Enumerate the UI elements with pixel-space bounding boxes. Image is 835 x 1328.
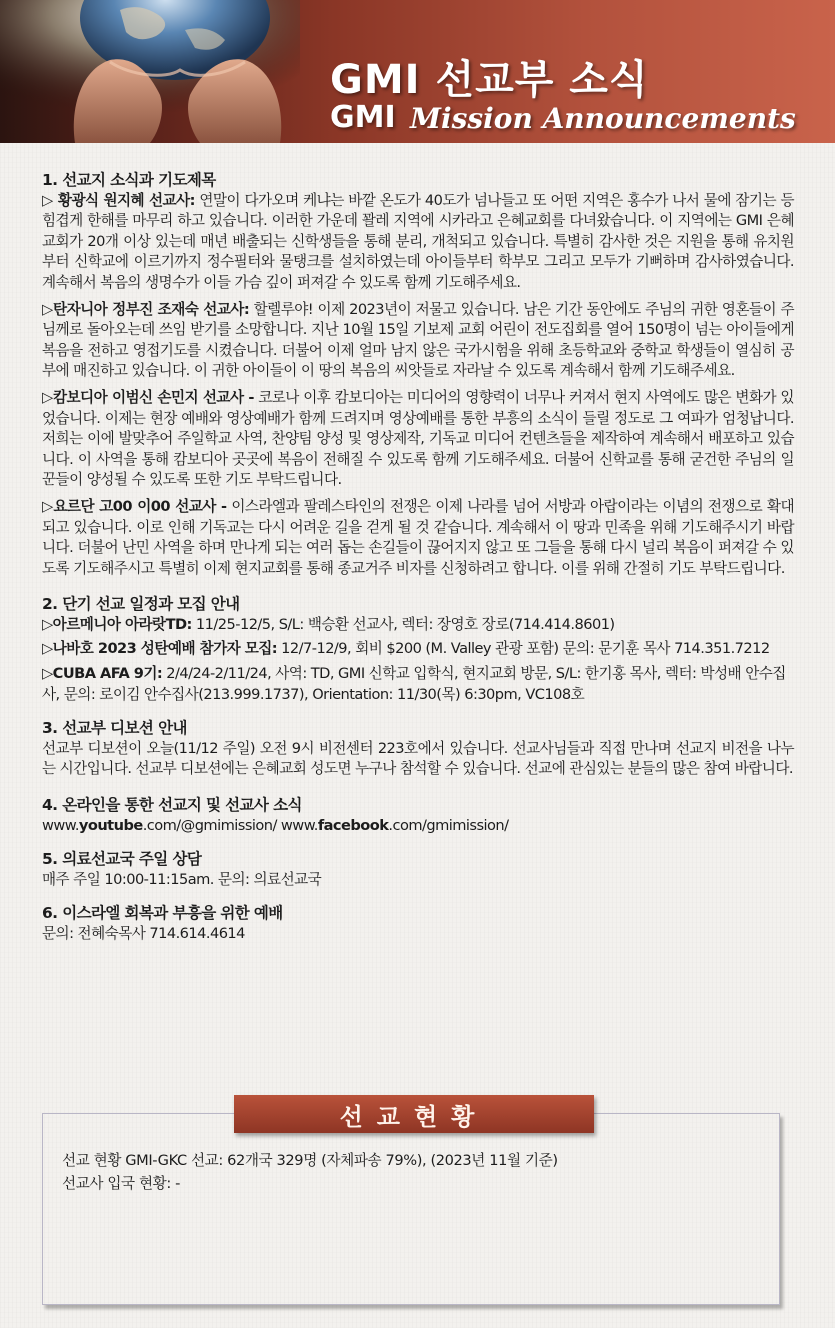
missionary-label: ▷ 황광식 원지혜 선교사: [42, 191, 195, 209]
mission-status-banner: 선교현황 [234, 1095, 594, 1133]
prayer-item-kenya [42, 191, 794, 294]
prayer-text: 할렐루야! 이제 2023년이 저물고 있습니다. 남은 기간 동안에도 주님의 귀한 영혼들이 주님께로 돌아오는데 쓰임 받기를 소망합니다. 지난 10월 15일 기보제 교회 어린이 전도집회를 열어 150명이 넘는 아이들에게 복음을 전하고 영접기도를 시켰습니다. 더불어 이제 얼마 남지 않은 국가시험을 위해 초등학교와 중학교 학생들이 열심히 공부에 매진하고 있습니다. 이 귀한 아이들이 이 땅의 복음의 씨앗들로 자라날 수 있도록 계속해서 함께 기도해주세요. [42, 300, 794, 380]
prayer-item-jordan [42, 497, 794, 579]
trip-text: 12/7-12/9, 회비 $200 (M. Valley 관광 포함) 문의: 문기훈 목사 714.351.7212 [277, 640, 770, 658]
trip-label: ▷나바호 2023 성탄예배 참가자 모집: [42, 640, 278, 658]
missionary-label: ▷탄자니아 정부진 조재숙 선교사: [42, 300, 250, 318]
online-links [42, 816, 794, 837]
missionary-label: ▷요르단 고00 이00 선교사 - [42, 497, 227, 515]
section-heading-devotion: 3. 선교부 디보션 안내 [42, 719, 187, 738]
devotion-text: 선교부 디보션이 오늘(11/12 주일) 오전 9시 비전센터 223호에서 있습니다. 선교사님들과 직접 만나며 선교지 비전을 나누는 시간입니다. 선교부 디보션에는 은혜교회 성도면 누구나 참석할 수 있습니다. 선교에 관심있는 분들의 많은 참여 바랍니다. [42, 739, 794, 778]
header-banner [0, 0, 835, 143]
mission-status-box [42, 1113, 780, 1305]
trip-label: ▷CUBA AFA 9기: [42, 665, 163, 683]
status-line-arrivals: 선교사 입국 현황: - [62, 1175, 180, 1192]
trip-cuba [42, 664, 794, 705]
prayer-text: 연말이 다가오며 케냐는 바깥 온도가 40도가 넘나들고 또 어떤 지역은 홍수가 나서 물에 잠기는 등 힘겹게 한해를 마무리 하고 있습니다. 이러한 가운데 꽐레 지역에 시카라고 은혜교회를 다녀왔습니다. 이 지역에는 GMI 은혜교회가 20개 이상 있는데 매년 배출되는 신학생들을 통해 분리, 개척되고 있습니다. 특별히 감사한 것은 지원을 통해 유치원부터 신학교에 이르기까지 정수필터와 물탱크를 설치하였는데 아이들부터 학부모 그리고 모두가 기뻐하며 감사하였습니다. 계속해서 복음의 생명수가 이들 가슴 깊이 퍼져갈 수 있도록 함께 기도해주세요. [42, 191, 794, 291]
section-heading-israel: 6. 이스라엘 회복과 부흥을 위한 예배 [42, 904, 283, 923]
trip-armenia [42, 615, 794, 636]
youtube-link[interactable]: youtube [78, 816, 143, 834]
trip-text: 2/4/24-2/11/24, 사역: TD, GMI 신학교 입학식, 현지교회 방문, S/L: 한기홍 목사, 렉터: 박성배 안수집사, 문의: 로이김 안수집사(213.999.1737), Orientation: 11/30(목) 6:30pm, VC108호 [42, 665, 786, 703]
medical-text: 매주 주일 10:00-11:15am. 문의: 의료선교국 [42, 870, 322, 888]
status-line-count: 선교 현황 GMI-GKC 선교: 62개국 329명 (자체파송 79%), (2023년 11월 기준) [62, 1152, 558, 1169]
facebook-link[interactable]: facebook [317, 816, 389, 834]
prayer-item-cambodia [42, 388, 794, 491]
trip-text: 11/25-12/5, S/L: 백승환 선교사, 렉터: 장영호 장로(714.414.8601) [191, 615, 615, 633]
prayer-text: 이스라엘과 팔레스타인의 전쟁은 이제 나라를 넘어 서방과 아랍이라는 이념의 전쟁으로 확대되고 있습니다. 이로 인해 기독교는 다시 어려운 길을 걷게 될 것 같습니다. 계속해서 이 땅과 민족을 위해 기도해주시기 바랍니다. 더불어 난민 사역을 하며 만나게 되는 여러 돕는 손길들이 끊어지지 않고 또 그들을 통해 다시 널리 복음이 퍼져갈 수 있도록 기도해주시고 특별히 이제 현지교회를 통해 종교거주 비자를 신청하려고 합니다. 이를 위해 간절히 기도 부탁드립니다. [42, 497, 794, 577]
prayer-item-tanzania [42, 300, 794, 382]
missionary-label: ▷캄보디아 이범신 손민지 선교사 - [42, 388, 254, 406]
header-title-gmi: GMI [330, 100, 396, 135]
trip-label: ▷아르메니아 아라랏TD: [42, 615, 192, 633]
globe-in-hands-image [0, 0, 300, 143]
trip-navajo [42, 639, 794, 660]
url-part: .com/gmimission/ [388, 816, 509, 834]
section-heading-online: 4. 온라인을 통한 선교지 및 선교사 소식 [42, 796, 302, 815]
prayer-text: 코로나 이후 캄보디아는 미디어의 영향력이 너무나 커져서 현지 사역에도 많은 변화가 있었습니다. 이제는 현장 예배와 영상예배가 함께 드려지며 영상예배를 통한 부흥의 소식이 들릴 정도로 그 여파가 엄청납니다. 저희는 이에 발맞추어 주일학교 사역, 찬양팀 양성 및 영상제작, 기독교 미디어 컨텐츠들을 제작하여 계속해서 배포하고 있습니다. 이 사역을 통해 캄보디아 곳곳에 복음이 전해질 수 있도록 함께 기도해주세요. 더불어 신학교를 통해 굳건한 주님의 일꾼들이 양성될 수 있도록 또한 기도 부탁드립니다. [42, 388, 794, 489]
section-heading-short-term: 2. 단기 선교 일정과 모집 안내 [42, 595, 240, 614]
announcements-content [42, 170, 794, 949]
mission-status-text [62, 1149, 762, 1195]
url-part: .com/@gmimission/ www. [142, 816, 318, 834]
url-prefix: www. [42, 816, 79, 834]
header-title-korean: GMI 선교부 소식 [330, 57, 649, 103]
section-heading-medical: 5. 의료선교국 주일 상담 [42, 850, 202, 869]
section-heading-prayer: 1. 선교지 소식과 기도제목 [42, 171, 216, 189]
israel-text: 문의: 전혜숙목사 714.614.4614 [42, 925, 245, 942]
header-title-english: Mission Announcements [410, 102, 796, 135]
